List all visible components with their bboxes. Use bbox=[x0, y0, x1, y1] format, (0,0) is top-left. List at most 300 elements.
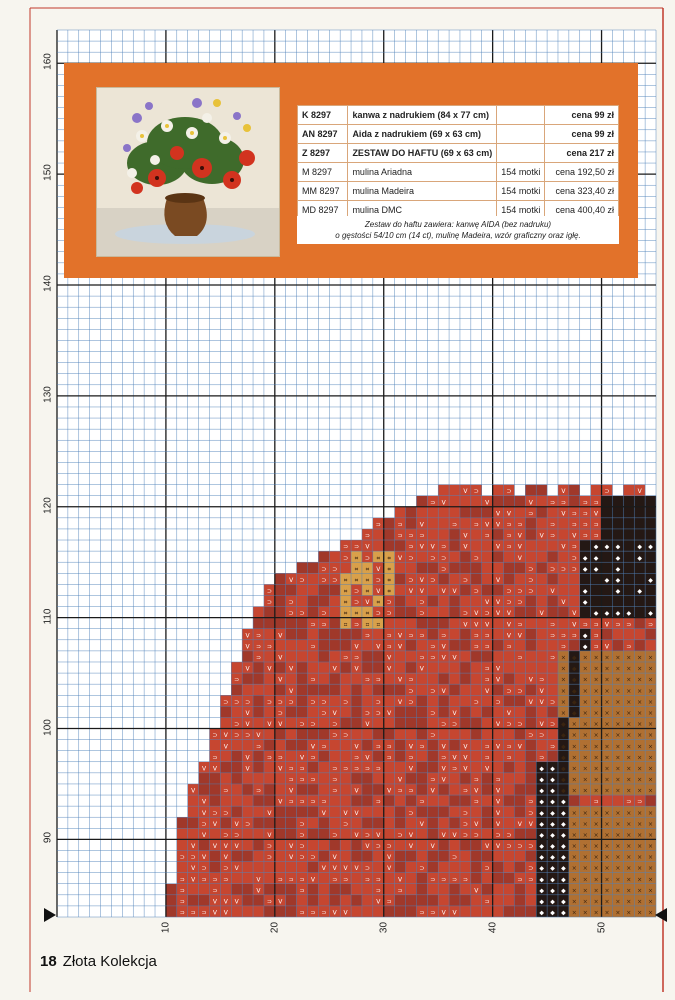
stitch-symbol: ⊃ bbox=[245, 820, 251, 828]
stitch-symbol: ⊃ bbox=[452, 765, 458, 773]
stitch-cell bbox=[362, 895, 373, 906]
stitch-symbol: ◆ bbox=[561, 787, 566, 795]
stitch-symbol: ⊃ bbox=[604, 488, 610, 496]
stitch-cell bbox=[362, 850, 373, 861]
stitch-cell bbox=[177, 839, 188, 850]
stitch-symbol: ⊃ bbox=[332, 721, 338, 729]
stitch-cell bbox=[471, 873, 482, 884]
stitch-symbol: ⊃ bbox=[484, 532, 490, 540]
stitch-cell bbox=[416, 717, 427, 728]
stitch-cell bbox=[525, 773, 536, 784]
stitch-symbol: V bbox=[452, 709, 457, 717]
stitch-cell bbox=[471, 529, 482, 540]
stitch-cell bbox=[307, 684, 318, 695]
stitch-cell bbox=[318, 850, 329, 861]
price-cell-code: MD 8297 bbox=[298, 201, 348, 220]
stitch-symbol: ⊃ bbox=[550, 743, 556, 751]
stitch-cell bbox=[449, 562, 460, 573]
stitch-cell bbox=[199, 784, 210, 795]
stitch-cell bbox=[275, 607, 286, 618]
stitch-symbol: × bbox=[604, 887, 610, 895]
stitch-symbol: × bbox=[637, 820, 643, 828]
stitch-cell bbox=[416, 507, 427, 518]
stitch-symbol: × bbox=[615, 820, 621, 828]
stitch-symbol: V bbox=[191, 865, 196, 873]
stitch-cell bbox=[482, 551, 493, 562]
stitch-cell bbox=[373, 651, 384, 662]
stitch-cell bbox=[493, 562, 504, 573]
stitch-symbol: ⊃ bbox=[473, 798, 479, 806]
stitch-symbol: ⌗ bbox=[365, 621, 370, 629]
stitch-cell bbox=[493, 884, 504, 895]
stitch-symbol: V bbox=[278, 676, 283, 684]
stitch-symbol: V bbox=[528, 698, 533, 706]
stitch-symbol: × bbox=[593, 820, 599, 828]
stitch-symbol: × bbox=[571, 721, 577, 729]
stitch-cell bbox=[275, 784, 286, 795]
stitch-symbol: ⊃ bbox=[408, 754, 414, 762]
stitch-cell bbox=[438, 795, 449, 806]
stitch-cell bbox=[471, 573, 482, 584]
stitch-symbol: ⊃ bbox=[517, 654, 523, 662]
stitch-cell bbox=[242, 873, 253, 884]
stitch-cell bbox=[416, 618, 427, 629]
stitch-cell bbox=[623, 518, 634, 529]
stitch-cell bbox=[220, 762, 231, 773]
stitch-cell bbox=[525, 828, 536, 839]
stitch-symbol: × bbox=[648, 676, 654, 684]
stitch-cell bbox=[406, 895, 417, 906]
stitch-symbol: ⊃ bbox=[473, 643, 479, 651]
stitch-cell bbox=[264, 607, 275, 618]
stitch-cell bbox=[438, 862, 449, 873]
stitch-cell bbox=[482, 906, 493, 917]
stitch-cell bbox=[362, 773, 373, 784]
stitch-symbol: × bbox=[582, 843, 588, 851]
stitch-cell bbox=[286, 717, 297, 728]
stitch-symbol: V bbox=[191, 876, 196, 884]
stitch-symbol: ⊃ bbox=[375, 521, 381, 529]
stitch-cell bbox=[536, 551, 547, 562]
stitch-symbol: ⊃ bbox=[473, 554, 479, 562]
stitch-cell bbox=[460, 895, 471, 906]
stitch-cell bbox=[406, 618, 417, 629]
stitch-symbol: ⊃ bbox=[484, 754, 490, 762]
stitch-symbol: ◆ bbox=[582, 588, 588, 596]
stitch-cell bbox=[449, 684, 460, 695]
stitch-cell bbox=[220, 884, 231, 895]
stitch-symbol: ◆ bbox=[539, 809, 544, 817]
stitch-cell bbox=[525, 629, 536, 640]
stitch-symbol: ⊃ bbox=[473, 632, 479, 640]
stitch-symbol: ◆ bbox=[539, 909, 544, 917]
stitch-cell bbox=[471, 895, 482, 906]
stitch-cell bbox=[220, 706, 231, 717]
stitch-symbol: ⊃ bbox=[419, 632, 425, 640]
stitch-symbol: ⊃ bbox=[386, 610, 392, 618]
stitch-symbol: V bbox=[387, 665, 392, 673]
stitch-cell bbox=[406, 862, 417, 873]
stitch-symbol: × bbox=[582, 665, 588, 673]
stitch-cell bbox=[351, 839, 362, 850]
stitch-cell bbox=[471, 706, 482, 717]
stitch-cell bbox=[318, 773, 329, 784]
stitch-cell bbox=[395, 717, 406, 728]
stitch-symbol: ◆ bbox=[648, 543, 653, 551]
stitch-cell bbox=[427, 806, 438, 817]
stitch-symbol: V bbox=[430, 543, 435, 551]
stitch-cell bbox=[242, 795, 253, 806]
stitch-cell bbox=[253, 751, 264, 762]
stitch-symbol: V bbox=[604, 621, 610, 629]
stitch-cell bbox=[438, 695, 449, 706]
stitch-cell bbox=[220, 751, 231, 762]
stitch-cell bbox=[242, 895, 253, 906]
stitch-cell bbox=[297, 562, 308, 573]
stitch-symbol: × bbox=[604, 865, 610, 873]
stitch-symbol: V bbox=[485, 621, 490, 629]
stitch-symbol: V bbox=[408, 588, 414, 596]
stitch-symbol: ⊃ bbox=[626, 621, 632, 629]
stitch-cell bbox=[384, 828, 395, 839]
stitch-symbol: × bbox=[637, 709, 643, 717]
stitch-symbol: V bbox=[441, 643, 446, 651]
stitch-cell bbox=[514, 773, 525, 784]
stitch-cell bbox=[329, 673, 340, 684]
stitch-cell bbox=[580, 540, 591, 551]
stitch-cell bbox=[166, 906, 177, 917]
stitch-symbol: ⌗ bbox=[354, 554, 359, 562]
stitch-cell bbox=[416, 873, 427, 884]
stitch-cell bbox=[384, 817, 395, 828]
price-cell-price: cena 323,40 zł bbox=[545, 182, 619, 201]
stitch-symbol: × bbox=[637, 854, 643, 862]
stitch-cell bbox=[275, 906, 286, 917]
stitch-symbol: × bbox=[582, 909, 588, 917]
stitch-cell bbox=[384, 529, 395, 540]
stitch-symbol: × bbox=[637, 787, 643, 795]
stitch-cell bbox=[449, 895, 460, 906]
stitch-cell bbox=[460, 673, 471, 684]
price-cell-price: cena 99 zł bbox=[545, 106, 619, 125]
stitch-cell bbox=[297, 618, 308, 629]
stitch-symbol: × bbox=[626, 809, 632, 817]
stitch-cell bbox=[286, 806, 297, 817]
stitch-cell bbox=[493, 640, 504, 651]
price-cell-code: Z 8297 bbox=[298, 144, 348, 163]
stitch-cell bbox=[275, 640, 286, 651]
stitch-symbol: ◆ bbox=[615, 554, 621, 562]
stitch-symbol: V bbox=[474, 820, 479, 828]
stitch-cell bbox=[634, 595, 645, 606]
stitch-symbol: ◆ bbox=[561, 776, 566, 784]
stitch-cell bbox=[395, 895, 406, 906]
stitch-cell bbox=[427, 828, 438, 839]
stitch-symbol: V bbox=[452, 831, 457, 839]
stitch-symbol: × bbox=[615, 887, 621, 895]
stitch-symbol: V bbox=[289, 843, 294, 851]
stitch-symbol: ⊃ bbox=[484, 643, 490, 651]
stitch-symbol: ⊃ bbox=[288, 599, 294, 607]
stitch-symbol: ◆ bbox=[550, 876, 555, 884]
stitch-symbol: ⊃ bbox=[528, 876, 534, 884]
stitch-symbol: ⊃ bbox=[255, 787, 261, 795]
stitch-cell bbox=[514, 662, 525, 673]
stitch-symbol: ⊃ bbox=[408, 687, 414, 695]
stitch-cell bbox=[449, 729, 460, 740]
stitch-cell bbox=[318, 640, 329, 651]
stitch-symbol: V bbox=[408, 831, 414, 839]
stitch-cell bbox=[449, 485, 460, 496]
stitch-symbol: × bbox=[604, 898, 610, 906]
stitch-cell bbox=[569, 595, 580, 606]
stitch-symbol: V bbox=[376, 588, 381, 596]
stitch-symbol: ⊃ bbox=[648, 621, 654, 629]
stitch-cell bbox=[504, 773, 515, 784]
stitch-symbol: × bbox=[626, 843, 632, 851]
stitch-symbol: × bbox=[637, 809, 643, 817]
stitch-cell bbox=[275, 828, 286, 839]
stitch-cell bbox=[427, 529, 438, 540]
stitch-symbol: × bbox=[582, 898, 588, 906]
stitch-symbol: × bbox=[626, 898, 632, 906]
stitch-symbol: ⊃ bbox=[419, 798, 425, 806]
stitch-symbol: V bbox=[212, 909, 217, 917]
stitch-cell bbox=[362, 795, 373, 806]
stitch-cell bbox=[188, 795, 199, 806]
stitch-cell bbox=[231, 762, 242, 773]
stitch-cell bbox=[427, 629, 438, 640]
stitch-cell bbox=[449, 529, 460, 540]
stitch-symbol: ⊃ bbox=[506, 543, 512, 551]
stitch-cell bbox=[427, 817, 438, 828]
stitch-cell bbox=[427, 607, 438, 618]
stitch-cell bbox=[340, 850, 351, 861]
stitch-cell bbox=[504, 817, 515, 828]
stitch-cell bbox=[471, 717, 482, 728]
stitch-symbol: ⊃ bbox=[321, 565, 327, 573]
stitch-symbol: × bbox=[604, 809, 610, 817]
stitch-symbol: V bbox=[528, 676, 533, 684]
stitch-symbol: V bbox=[201, 798, 207, 806]
stitch-symbol: ⊃ bbox=[419, 654, 425, 662]
stitch-symbol: ⊃ bbox=[190, 909, 196, 917]
stitch-cell bbox=[297, 806, 308, 817]
stitch-symbol: V bbox=[365, 843, 370, 851]
stitch-symbol: ⊃ bbox=[299, 876, 305, 884]
stitch-symbol: V bbox=[365, 721, 370, 729]
stitch-cell bbox=[493, 629, 504, 640]
stitch-symbol: V bbox=[496, 576, 501, 584]
stitch-cell bbox=[307, 862, 318, 873]
stitch-cell bbox=[514, 850, 525, 861]
stitch-symbol: × bbox=[648, 776, 654, 784]
stitch-symbol: ◆ bbox=[550, 809, 555, 817]
stitch-cell bbox=[634, 618, 645, 629]
stitch-symbol: ⊃ bbox=[375, 876, 381, 884]
stitch-symbol: × bbox=[604, 854, 610, 862]
stitch-cell bbox=[504, 551, 515, 562]
stitch-symbol: × bbox=[648, 854, 654, 862]
stitch-cell bbox=[286, 673, 297, 684]
stitch-symbol: × bbox=[626, 654, 632, 662]
stitch-cell bbox=[188, 884, 199, 895]
y-tick-label: 150 bbox=[42, 164, 54, 181]
stitch-cell bbox=[286, 618, 297, 629]
stitch-cell bbox=[569, 496, 580, 507]
stitch-cell bbox=[558, 584, 569, 595]
stitch-symbol: ⊃ bbox=[430, 732, 436, 740]
stitch-cell bbox=[340, 751, 351, 762]
stitch-cell bbox=[329, 551, 340, 562]
stitch-cell bbox=[558, 518, 569, 529]
stitch-symbol: × bbox=[604, 709, 610, 717]
stitch-cell bbox=[307, 762, 318, 773]
stitch-symbol: × bbox=[571, 776, 577, 784]
price-cell-name: mulina Ariadna bbox=[348, 163, 497, 182]
stitch-cell bbox=[373, 717, 384, 728]
stitch-cell bbox=[340, 662, 351, 673]
stitch-symbol: ⊃ bbox=[506, 488, 512, 496]
stitch-symbol: ◆ bbox=[539, 843, 544, 851]
stitch-symbol: × bbox=[615, 898, 621, 906]
stitch-cell bbox=[351, 673, 362, 684]
stitch-cell bbox=[395, 740, 406, 751]
stitch-cell bbox=[231, 684, 242, 695]
stitch-symbol: ⊃ bbox=[266, 588, 272, 596]
stitch-symbol: × bbox=[604, 776, 610, 784]
stitch-cell bbox=[427, 584, 438, 595]
stitch-cell bbox=[286, 651, 297, 662]
stitch-cell bbox=[438, 618, 449, 629]
stitch-symbol: V bbox=[474, 887, 479, 895]
stitch-symbol: ⊃ bbox=[245, 698, 251, 706]
stitch-cell bbox=[427, 762, 438, 773]
stitch-cell bbox=[471, 540, 482, 551]
stitch-cell bbox=[329, 651, 340, 662]
stitch-cell bbox=[482, 562, 493, 573]
stitch-symbol: ⊃ bbox=[593, 532, 599, 540]
stitch-symbol: V bbox=[376, 898, 381, 906]
stitch-cell bbox=[482, 729, 493, 740]
stitch-symbol: × bbox=[560, 698, 566, 706]
stitch-cell bbox=[373, 684, 384, 695]
stitch-cell bbox=[275, 740, 286, 751]
stitch-symbol: ⊃ bbox=[571, 510, 577, 518]
stitch-symbol: ⊃ bbox=[506, 754, 512, 762]
stitch-symbol: ⊃ bbox=[277, 754, 283, 762]
stitch-cell bbox=[286, 751, 297, 762]
stitch-symbol: V bbox=[496, 676, 501, 684]
stitch-cell bbox=[242, 651, 253, 662]
stitch-symbol: ⌗ bbox=[354, 576, 359, 584]
stitch-symbol: ⊃ bbox=[495, 831, 501, 839]
stitch-cell bbox=[351, 729, 362, 740]
stitch-cell bbox=[253, 684, 264, 695]
stitch-cell bbox=[264, 740, 275, 751]
stitch-cell bbox=[525, 850, 536, 861]
stitch-symbol: × bbox=[615, 876, 621, 884]
stitch-symbol: ⊃ bbox=[364, 554, 370, 562]
stitch-symbol: ⊃ bbox=[506, 843, 512, 851]
stitch-symbol: ◆ bbox=[604, 543, 610, 551]
stitch-symbol: ⊃ bbox=[397, 831, 403, 839]
stitch-symbol: V bbox=[561, 488, 566, 496]
stitch-symbol: V bbox=[485, 521, 490, 529]
stitch-symbol: ⊃ bbox=[593, 798, 599, 806]
stitch-cell bbox=[525, 618, 536, 629]
stitch-symbol: ⊃ bbox=[408, 576, 414, 584]
stitch-cell bbox=[536, 740, 547, 751]
stitch-cell bbox=[253, 618, 264, 629]
stitch-symbol: ⊃ bbox=[201, 820, 207, 828]
stitch-cell bbox=[536, 595, 547, 606]
stitch-symbol: ⊃ bbox=[484, 665, 490, 673]
stitch-symbol: ⊃ bbox=[179, 887, 185, 895]
stitch-symbol: ◆ bbox=[572, 665, 577, 673]
stitch-cell bbox=[351, 706, 362, 717]
stitch-symbol: V bbox=[245, 632, 250, 640]
stitch-cell bbox=[471, 496, 482, 507]
stitch-symbol: ⊃ bbox=[571, 521, 577, 529]
price-row bbox=[298, 144, 619, 163]
stitch-cell bbox=[307, 662, 318, 673]
stitch-cell bbox=[460, 839, 471, 850]
stitch-symbol: ⊃ bbox=[408, 676, 414, 684]
price-cell-name: Aida z nadrukiem (69 x 63 cm) bbox=[348, 125, 497, 144]
stitch-symbol: × bbox=[637, 776, 643, 784]
stitch-symbol: ⊃ bbox=[430, 909, 436, 917]
stitch-cell bbox=[536, 584, 547, 595]
stitch-symbol: ⊃ bbox=[528, 798, 534, 806]
stitch-cell bbox=[406, 562, 417, 573]
stitch-cell bbox=[514, 562, 525, 573]
stitch-cell bbox=[384, 906, 395, 917]
stitch-cell bbox=[340, 684, 351, 695]
stitch-cell bbox=[547, 551, 558, 562]
stitch-cell bbox=[297, 740, 308, 751]
stitch-cell bbox=[416, 496, 427, 507]
stitch-cell bbox=[340, 629, 351, 640]
stitch-symbol: × bbox=[604, 876, 610, 884]
stitch-cell bbox=[569, 640, 580, 651]
stitch-cell bbox=[460, 773, 471, 784]
stitch-symbol: ⊃ bbox=[452, 854, 458, 862]
stitch-symbol: × bbox=[582, 876, 588, 884]
stitch-cell bbox=[253, 795, 264, 806]
stitch-symbol: ⊃ bbox=[299, 576, 305, 584]
stitch-cell bbox=[525, 662, 536, 673]
stitch-symbol: ⊃ bbox=[441, 721, 447, 729]
stitch-symbol: ⊃ bbox=[560, 632, 566, 640]
stitch-symbol: V bbox=[572, 621, 577, 629]
stitch-cell bbox=[460, 629, 471, 640]
stitch-symbol: V bbox=[506, 510, 512, 518]
flower-bouquet-icon bbox=[97, 88, 279, 256]
stitch-symbol: ⊃ bbox=[223, 831, 229, 839]
stitch-symbol: ⊃ bbox=[397, 521, 403, 529]
stitch-cell bbox=[438, 850, 449, 861]
stitch-cell bbox=[427, 884, 438, 895]
stitch-symbol: ⌗ bbox=[376, 621, 380, 629]
stitch-symbol: V bbox=[485, 765, 490, 773]
stitch-cell bbox=[427, 662, 438, 673]
stitch-symbol: × bbox=[571, 831, 577, 839]
stitch-symbol: × bbox=[604, 687, 610, 695]
stitch-cell bbox=[580, 607, 591, 618]
stitch-cell bbox=[318, 884, 329, 895]
stitch-symbol: × bbox=[648, 876, 654, 884]
